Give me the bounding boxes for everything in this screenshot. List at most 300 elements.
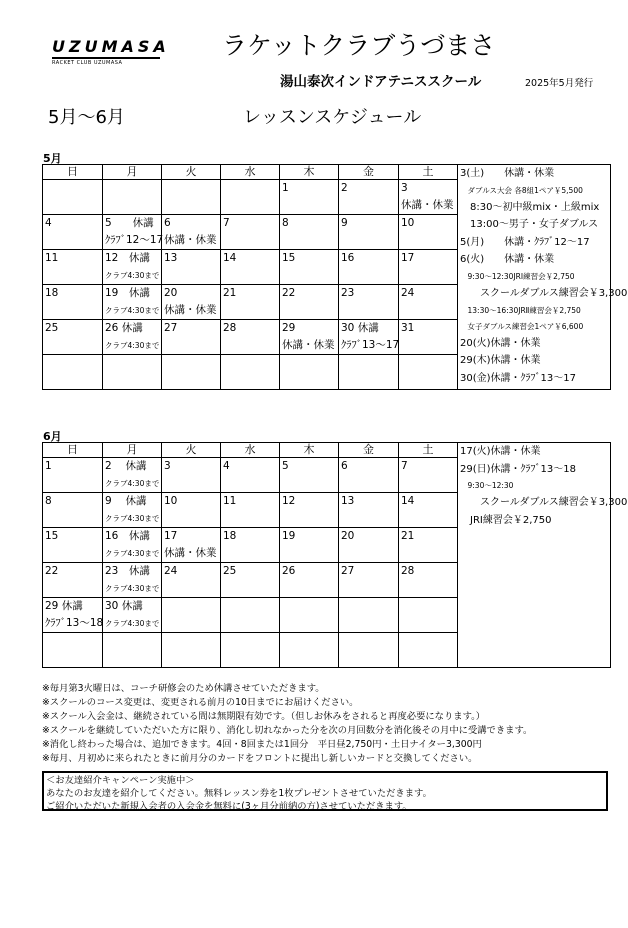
day-status: クラブ4:30まで bbox=[105, 584, 160, 593]
footnote-line: ※毎月、月初めに来られたときに前月分のカードをフロントに提出し新しいカードと交換してください。 bbox=[42, 753, 478, 764]
day-number bbox=[339, 598, 398, 615]
day-number: 7 bbox=[223, 217, 230, 229]
day-cell bbox=[399, 493, 458, 528]
day-cell bbox=[280, 320, 339, 355]
day-status: ｸﾗﾌﾞ13～18 bbox=[45, 617, 104, 629]
day-cell bbox=[103, 598, 162, 633]
day-status bbox=[399, 337, 457, 354]
day-number bbox=[43, 180, 102, 197]
day-number bbox=[399, 598, 457, 615]
day-number bbox=[280, 355, 338, 372]
day-cell bbox=[280, 598, 339, 633]
day-status bbox=[43, 650, 102, 667]
day-status bbox=[162, 615, 220, 632]
day-cell bbox=[339, 215, 399, 250]
day-cell bbox=[103, 528, 162, 563]
footnote-line: ※スクールのコース変更は、変更される前月の10日までにお届けください。 bbox=[42, 697, 359, 708]
day-number bbox=[221, 355, 279, 372]
day-cell bbox=[280, 215, 339, 250]
day-cell bbox=[399, 320, 458, 355]
day-number: 21 bbox=[223, 287, 237, 299]
day-number: 8 bbox=[45, 495, 52, 507]
day-number: 25 bbox=[45, 322, 59, 334]
day-status: クラブ4:30まで bbox=[105, 271, 160, 280]
day-status bbox=[280, 267, 338, 284]
day-status bbox=[162, 197, 220, 214]
day-cell bbox=[280, 355, 339, 390]
day-number: 3 bbox=[164, 460, 171, 472]
day-status bbox=[280, 510, 338, 527]
referral-campaign-box bbox=[42, 771, 608, 811]
june-calendar bbox=[42, 442, 628, 668]
day-status bbox=[399, 580, 457, 597]
day-status bbox=[103, 372, 161, 389]
footnote-line: ※スクール入会金は、継続されている間は無期限有効です。（但しお休みをされると再度必要になります。） bbox=[42, 711, 486, 722]
day-cell bbox=[280, 180, 339, 215]
day-status bbox=[162, 650, 220, 667]
day-number: 26 休講 bbox=[105, 322, 143, 334]
day-status bbox=[221, 302, 279, 319]
day-number: 9 休講 bbox=[105, 495, 147, 507]
day-number: 14 bbox=[401, 495, 415, 507]
day-status bbox=[339, 302, 398, 319]
day-number: 26 bbox=[282, 565, 296, 577]
day-status: 休講・休業 bbox=[282, 339, 335, 351]
day-number: 21 bbox=[401, 530, 415, 542]
day-status bbox=[43, 510, 102, 527]
day-number: 31 bbox=[401, 322, 415, 334]
day-number: 17 bbox=[164, 530, 178, 542]
day-number: 19 休講 bbox=[105, 287, 150, 299]
day-cell bbox=[43, 215, 103, 250]
day-cell bbox=[280, 493, 339, 528]
day-cell bbox=[162, 528, 221, 563]
day-status bbox=[221, 580, 279, 597]
note-line: 17(火)休講・休業 bbox=[460, 446, 541, 457]
day-cell bbox=[399, 250, 458, 285]
day-number: 30 休講 bbox=[341, 322, 379, 334]
day-cell bbox=[103, 250, 162, 285]
day-cell bbox=[43, 285, 103, 320]
day-status: 休講・休業 bbox=[164, 547, 217, 559]
day-status: ｸﾗﾌﾞ13～17 bbox=[341, 339, 400, 351]
day-status bbox=[339, 267, 398, 284]
day-status bbox=[339, 545, 398, 562]
campaign-line-1: あなたのお友達を紹介してください。無料レッスン券を1枚プレゼントさせていただきます。 bbox=[46, 788, 432, 799]
day-cell bbox=[162, 285, 221, 320]
day-number: 29 bbox=[282, 322, 296, 334]
day-number: 23 bbox=[341, 287, 355, 299]
day-cell bbox=[221, 493, 280, 528]
day-cell bbox=[399, 528, 458, 563]
day-cell bbox=[221, 285, 280, 320]
day-cell bbox=[43, 598, 103, 633]
day-number: 28 bbox=[223, 322, 237, 334]
day-number: 20 bbox=[341, 530, 355, 542]
day-number: 29 休講 bbox=[45, 600, 83, 612]
note-line: 13:30～16:30JRⅡ練習会￥2,750 bbox=[460, 305, 581, 315]
day-cell bbox=[43, 355, 103, 390]
day-number: 27 bbox=[341, 565, 355, 577]
day-cell bbox=[339, 458, 399, 493]
day-number: 24 bbox=[164, 565, 178, 577]
day-cell bbox=[280, 285, 339, 320]
may-label: 5月 bbox=[43, 152, 62, 165]
day-status bbox=[339, 580, 398, 597]
day-status bbox=[221, 337, 279, 354]
day-number: 24 bbox=[401, 287, 415, 299]
day-cell bbox=[162, 320, 221, 355]
day-number: 13 bbox=[164, 252, 178, 264]
day-status: クラブ4:30まで bbox=[105, 514, 160, 523]
day-cell bbox=[399, 598, 458, 633]
day-cell bbox=[103, 633, 162, 668]
day-status bbox=[399, 545, 457, 562]
day-status bbox=[280, 475, 338, 492]
day-number bbox=[162, 355, 220, 372]
note-line: JRⅠ練習会￥2,750 bbox=[460, 514, 552, 526]
logo-wordmark: UZUMASA bbox=[52, 37, 170, 56]
day-number bbox=[43, 355, 102, 372]
day-cell bbox=[221, 355, 280, 390]
day-cell bbox=[339, 528, 399, 563]
footnote-line: ※毎月第3火曜日は、コーチ研修会のため休講させていただきます。 bbox=[42, 683, 325, 694]
note-line: 9:30～12:30 bbox=[460, 481, 514, 491]
day-cell bbox=[43, 250, 103, 285]
day-cell bbox=[339, 563, 399, 598]
note-line: 13:00～男子・女子ダブルス bbox=[460, 219, 599, 231]
day-cell bbox=[162, 633, 221, 668]
campaign-line-2: ご紹介いただいた新規入会者の入会金を無料に(3ヶ月分前納の方)させていただきます。 bbox=[46, 801, 412, 812]
day-status bbox=[280, 650, 338, 667]
day-cell bbox=[221, 250, 280, 285]
day-cell bbox=[221, 528, 280, 563]
logo-rule bbox=[52, 57, 160, 59]
day-status bbox=[43, 302, 102, 319]
day-status bbox=[280, 580, 338, 597]
day-status: クラブ4:30まで bbox=[105, 306, 160, 315]
day-cell bbox=[43, 458, 103, 493]
day-cell bbox=[43, 528, 103, 563]
day-status bbox=[43, 267, 102, 284]
day-cell bbox=[162, 458, 221, 493]
day-cell bbox=[280, 633, 339, 668]
day-status bbox=[280, 232, 338, 249]
weekday-header: 木 bbox=[280, 443, 339, 458]
day-cell bbox=[103, 180, 162, 215]
weekday-header: 月 bbox=[103, 165, 162, 180]
day-number: 15 bbox=[282, 252, 296, 264]
weekday-header: 金 bbox=[339, 443, 399, 458]
day-status bbox=[399, 650, 457, 667]
day-number: 4 bbox=[45, 217, 52, 229]
weekday-header: 日 bbox=[43, 443, 103, 458]
day-number: 5 休講 bbox=[105, 217, 154, 229]
logo-subtext: RACKET CLUB UZUMASA bbox=[52, 60, 123, 66]
day-cell bbox=[162, 215, 221, 250]
day-number bbox=[339, 633, 398, 650]
day-status bbox=[162, 475, 220, 492]
day-status bbox=[43, 475, 102, 492]
day-cell bbox=[339, 250, 399, 285]
footnote-line: ※スクールを継続していただいた方に限り、消化し切れなかった分を次の月回数分を消化後その月中に受講できます。 bbox=[42, 725, 533, 736]
day-cell bbox=[339, 633, 399, 668]
day-cell bbox=[103, 493, 162, 528]
day-number: 22 bbox=[282, 287, 296, 299]
day-number: 20 bbox=[164, 287, 178, 299]
day-number: 5 bbox=[282, 460, 289, 472]
day-status bbox=[399, 302, 457, 319]
day-status: 休講・休業 bbox=[401, 199, 454, 211]
day-cell bbox=[162, 493, 221, 528]
day-cell bbox=[162, 598, 221, 633]
day-cell bbox=[103, 458, 162, 493]
day-cell bbox=[162, 250, 221, 285]
campaign-heading: ＜お友達紹介キャンペーン実施中＞ bbox=[46, 775, 195, 786]
day-cell bbox=[280, 528, 339, 563]
day-number: 30 休講 bbox=[105, 600, 143, 612]
note-line: 9:30～12:30JRⅠ練習会￥2,750 bbox=[460, 271, 575, 281]
weekday-header: 土 bbox=[399, 443, 458, 458]
day-status bbox=[162, 337, 220, 354]
day-status bbox=[280, 302, 338, 319]
day-status bbox=[399, 615, 457, 632]
weekday-header: 火 bbox=[162, 165, 221, 180]
day-cell bbox=[43, 493, 103, 528]
day-number: 12 休講 bbox=[105, 252, 150, 264]
weekday-header: 土 bbox=[399, 165, 458, 180]
may-calendar bbox=[42, 164, 628, 390]
day-cell bbox=[399, 355, 458, 390]
day-cell bbox=[103, 285, 162, 320]
day-status bbox=[280, 197, 338, 214]
day-status bbox=[103, 650, 161, 667]
day-status bbox=[339, 510, 398, 527]
day-status: 休講・休業 bbox=[164, 234, 217, 246]
day-number bbox=[103, 180, 161, 197]
day-number bbox=[399, 633, 457, 650]
day-cell bbox=[339, 355, 399, 390]
day-number: 10 bbox=[401, 217, 415, 229]
day-number: 18 bbox=[45, 287, 59, 299]
day-status bbox=[339, 615, 398, 632]
day-status bbox=[221, 650, 279, 667]
note-line: 29(日)休講・ｸﾗﾌﾞ13～18 bbox=[460, 463, 576, 475]
note-line: 5(月) 休講・ｸﾗﾌﾞ12～17 bbox=[460, 236, 590, 248]
day-status bbox=[399, 267, 457, 284]
day-cell bbox=[103, 320, 162, 355]
day-number bbox=[221, 180, 279, 197]
day-cell bbox=[399, 633, 458, 668]
day-status: 休講・休業 bbox=[164, 304, 217, 316]
day-cell bbox=[399, 215, 458, 250]
day-number bbox=[43, 633, 102, 650]
day-number: 6 bbox=[164, 217, 171, 229]
day-status bbox=[221, 510, 279, 527]
note-line: 女子ダブルス練習会1ペア￥6,600 bbox=[460, 321, 584, 331]
day-status bbox=[162, 267, 220, 284]
club-logo bbox=[52, 37, 170, 66]
day-status bbox=[399, 510, 457, 527]
day-number: 14 bbox=[223, 252, 237, 264]
may-notes bbox=[458, 165, 628, 390]
day-status bbox=[399, 372, 457, 389]
note-line: スクールダブルス練習会￥3,300 bbox=[460, 287, 628, 299]
day-cell bbox=[221, 180, 280, 215]
day-number: 1 bbox=[45, 460, 52, 472]
footnote-line: ※消化し終わった場合は、追加できます。4回・8回または1回分 平日昼2,750円・土日ナイター3,300円 bbox=[42, 739, 482, 750]
day-number: 2 休講 bbox=[105, 460, 147, 472]
day-cell bbox=[280, 563, 339, 598]
note-line: 20(火)休講・休業 bbox=[460, 337, 541, 349]
day-status bbox=[221, 372, 279, 389]
day-cell bbox=[43, 563, 103, 598]
day-cell bbox=[221, 563, 280, 598]
day-number: 10 bbox=[164, 495, 178, 507]
schedule-heading: レッスンスケジュール bbox=[243, 107, 422, 128]
weekday-header: 火 bbox=[162, 443, 221, 458]
day-cell bbox=[221, 598, 280, 633]
day-number: 27 bbox=[164, 322, 178, 334]
day-number: 23 休講 bbox=[105, 565, 150, 577]
schedule-period: 5月～6月 bbox=[48, 107, 125, 128]
day-cell bbox=[221, 320, 280, 355]
day-status bbox=[221, 545, 279, 562]
day-cell bbox=[103, 563, 162, 598]
day-cell bbox=[43, 180, 103, 215]
day-status: クラブ4:30まで bbox=[105, 479, 160, 488]
weekday-header: 金 bbox=[339, 165, 399, 180]
day-number bbox=[162, 180, 220, 197]
day-number: 12 bbox=[282, 495, 296, 507]
day-number bbox=[280, 598, 338, 615]
day-cell bbox=[103, 215, 162, 250]
issue-date: 2025年5月発行 bbox=[525, 78, 594, 89]
day-status bbox=[221, 232, 279, 249]
day-cell bbox=[221, 458, 280, 493]
day-status bbox=[221, 197, 279, 214]
weekday-header: 日 bbox=[43, 165, 103, 180]
day-number: 9 bbox=[341, 217, 348, 229]
day-status bbox=[43, 337, 102, 354]
day-status bbox=[339, 650, 398, 667]
day-status: クラブ4:30まで bbox=[105, 549, 160, 558]
footnotes bbox=[42, 682, 532, 766]
day-number bbox=[280, 633, 338, 650]
day-number bbox=[221, 633, 279, 650]
note-line: 6(火) 休講・休業 bbox=[460, 254, 555, 266]
day-cell bbox=[103, 355, 162, 390]
day-cell bbox=[339, 493, 399, 528]
day-status bbox=[43, 232, 102, 249]
day-number: 2 bbox=[341, 182, 348, 194]
day-number: 16 bbox=[341, 252, 355, 264]
day-cell bbox=[43, 633, 103, 668]
page-title: ラケットクラブうづまさ bbox=[222, 31, 496, 60]
day-number: 16 休講 bbox=[105, 530, 150, 542]
day-cell bbox=[162, 180, 221, 215]
weekday-header: 木 bbox=[280, 165, 339, 180]
day-number: 22 bbox=[45, 565, 59, 577]
day-status bbox=[339, 372, 398, 389]
note-line: 30(金)休講・ｸﾗﾌﾞ13～17 bbox=[460, 372, 576, 384]
day-number: 3 bbox=[401, 182, 408, 194]
day-status bbox=[162, 580, 220, 597]
day-number bbox=[162, 598, 220, 615]
note-line: 3(土) 休講・休業 bbox=[460, 168, 555, 179]
weekday-header: 水 bbox=[221, 165, 280, 180]
day-status bbox=[280, 615, 338, 632]
weekday-header: 水 bbox=[221, 443, 280, 458]
day-cell bbox=[339, 285, 399, 320]
note-line: スクールダブルス練習会￥3,300 bbox=[460, 497, 628, 509]
day-status bbox=[339, 197, 398, 214]
school-name: 湯山泰次インドアテニススクール bbox=[280, 74, 482, 90]
day-number: 17 bbox=[401, 252, 415, 264]
day-number: 8 bbox=[282, 217, 289, 229]
june-label: 6月 bbox=[43, 430, 62, 443]
day-number: 18 bbox=[223, 530, 237, 542]
day-cell bbox=[399, 285, 458, 320]
day-cell bbox=[162, 563, 221, 598]
day-cell bbox=[280, 458, 339, 493]
day-status bbox=[43, 580, 102, 597]
day-status: ｸﾗﾌﾞ12～17 bbox=[105, 234, 164, 246]
day-status bbox=[43, 545, 102, 562]
day-status bbox=[162, 510, 220, 527]
day-status bbox=[162, 372, 220, 389]
day-cell bbox=[339, 320, 399, 355]
day-number: 7 bbox=[401, 460, 408, 472]
day-number: 13 bbox=[341, 495, 355, 507]
day-status bbox=[103, 197, 161, 214]
day-status bbox=[399, 232, 457, 249]
day-number bbox=[103, 633, 161, 650]
day-number: 4 bbox=[223, 460, 230, 472]
day-cell bbox=[399, 180, 458, 215]
day-status: クラブ4:30まで bbox=[105, 619, 160, 628]
day-number bbox=[221, 598, 279, 615]
day-number: 1 bbox=[282, 182, 289, 194]
day-status bbox=[280, 545, 338, 562]
day-number: 28 bbox=[401, 565, 415, 577]
weekday-header: 月 bbox=[103, 443, 162, 458]
day-number: 11 bbox=[223, 495, 237, 507]
june-notes bbox=[458, 443, 628, 668]
day-number bbox=[162, 633, 220, 650]
day-number: 25 bbox=[223, 565, 237, 577]
day-status: クラブ4:30まで bbox=[105, 341, 160, 350]
day-cell bbox=[280, 250, 339, 285]
day-status bbox=[399, 475, 457, 492]
day-number: 11 bbox=[45, 252, 59, 264]
day-cell bbox=[221, 215, 280, 250]
day-status bbox=[339, 475, 398, 492]
day-status bbox=[43, 372, 102, 389]
day-cell bbox=[339, 180, 399, 215]
note-line: ダブルス大会 各8組1ペア￥5,500 bbox=[460, 185, 583, 195]
note-line: 8:30～初中級mix・上級mix bbox=[460, 201, 600, 213]
day-cell bbox=[399, 458, 458, 493]
day-cell bbox=[43, 320, 103, 355]
day-cell bbox=[399, 563, 458, 598]
day-number bbox=[103, 355, 161, 372]
day-number: 6 bbox=[341, 460, 348, 472]
day-number: 19 bbox=[282, 530, 296, 542]
note-line: 29(木)休講・休業 bbox=[460, 355, 541, 367]
day-number: 15 bbox=[45, 530, 59, 542]
day-status bbox=[221, 267, 279, 284]
